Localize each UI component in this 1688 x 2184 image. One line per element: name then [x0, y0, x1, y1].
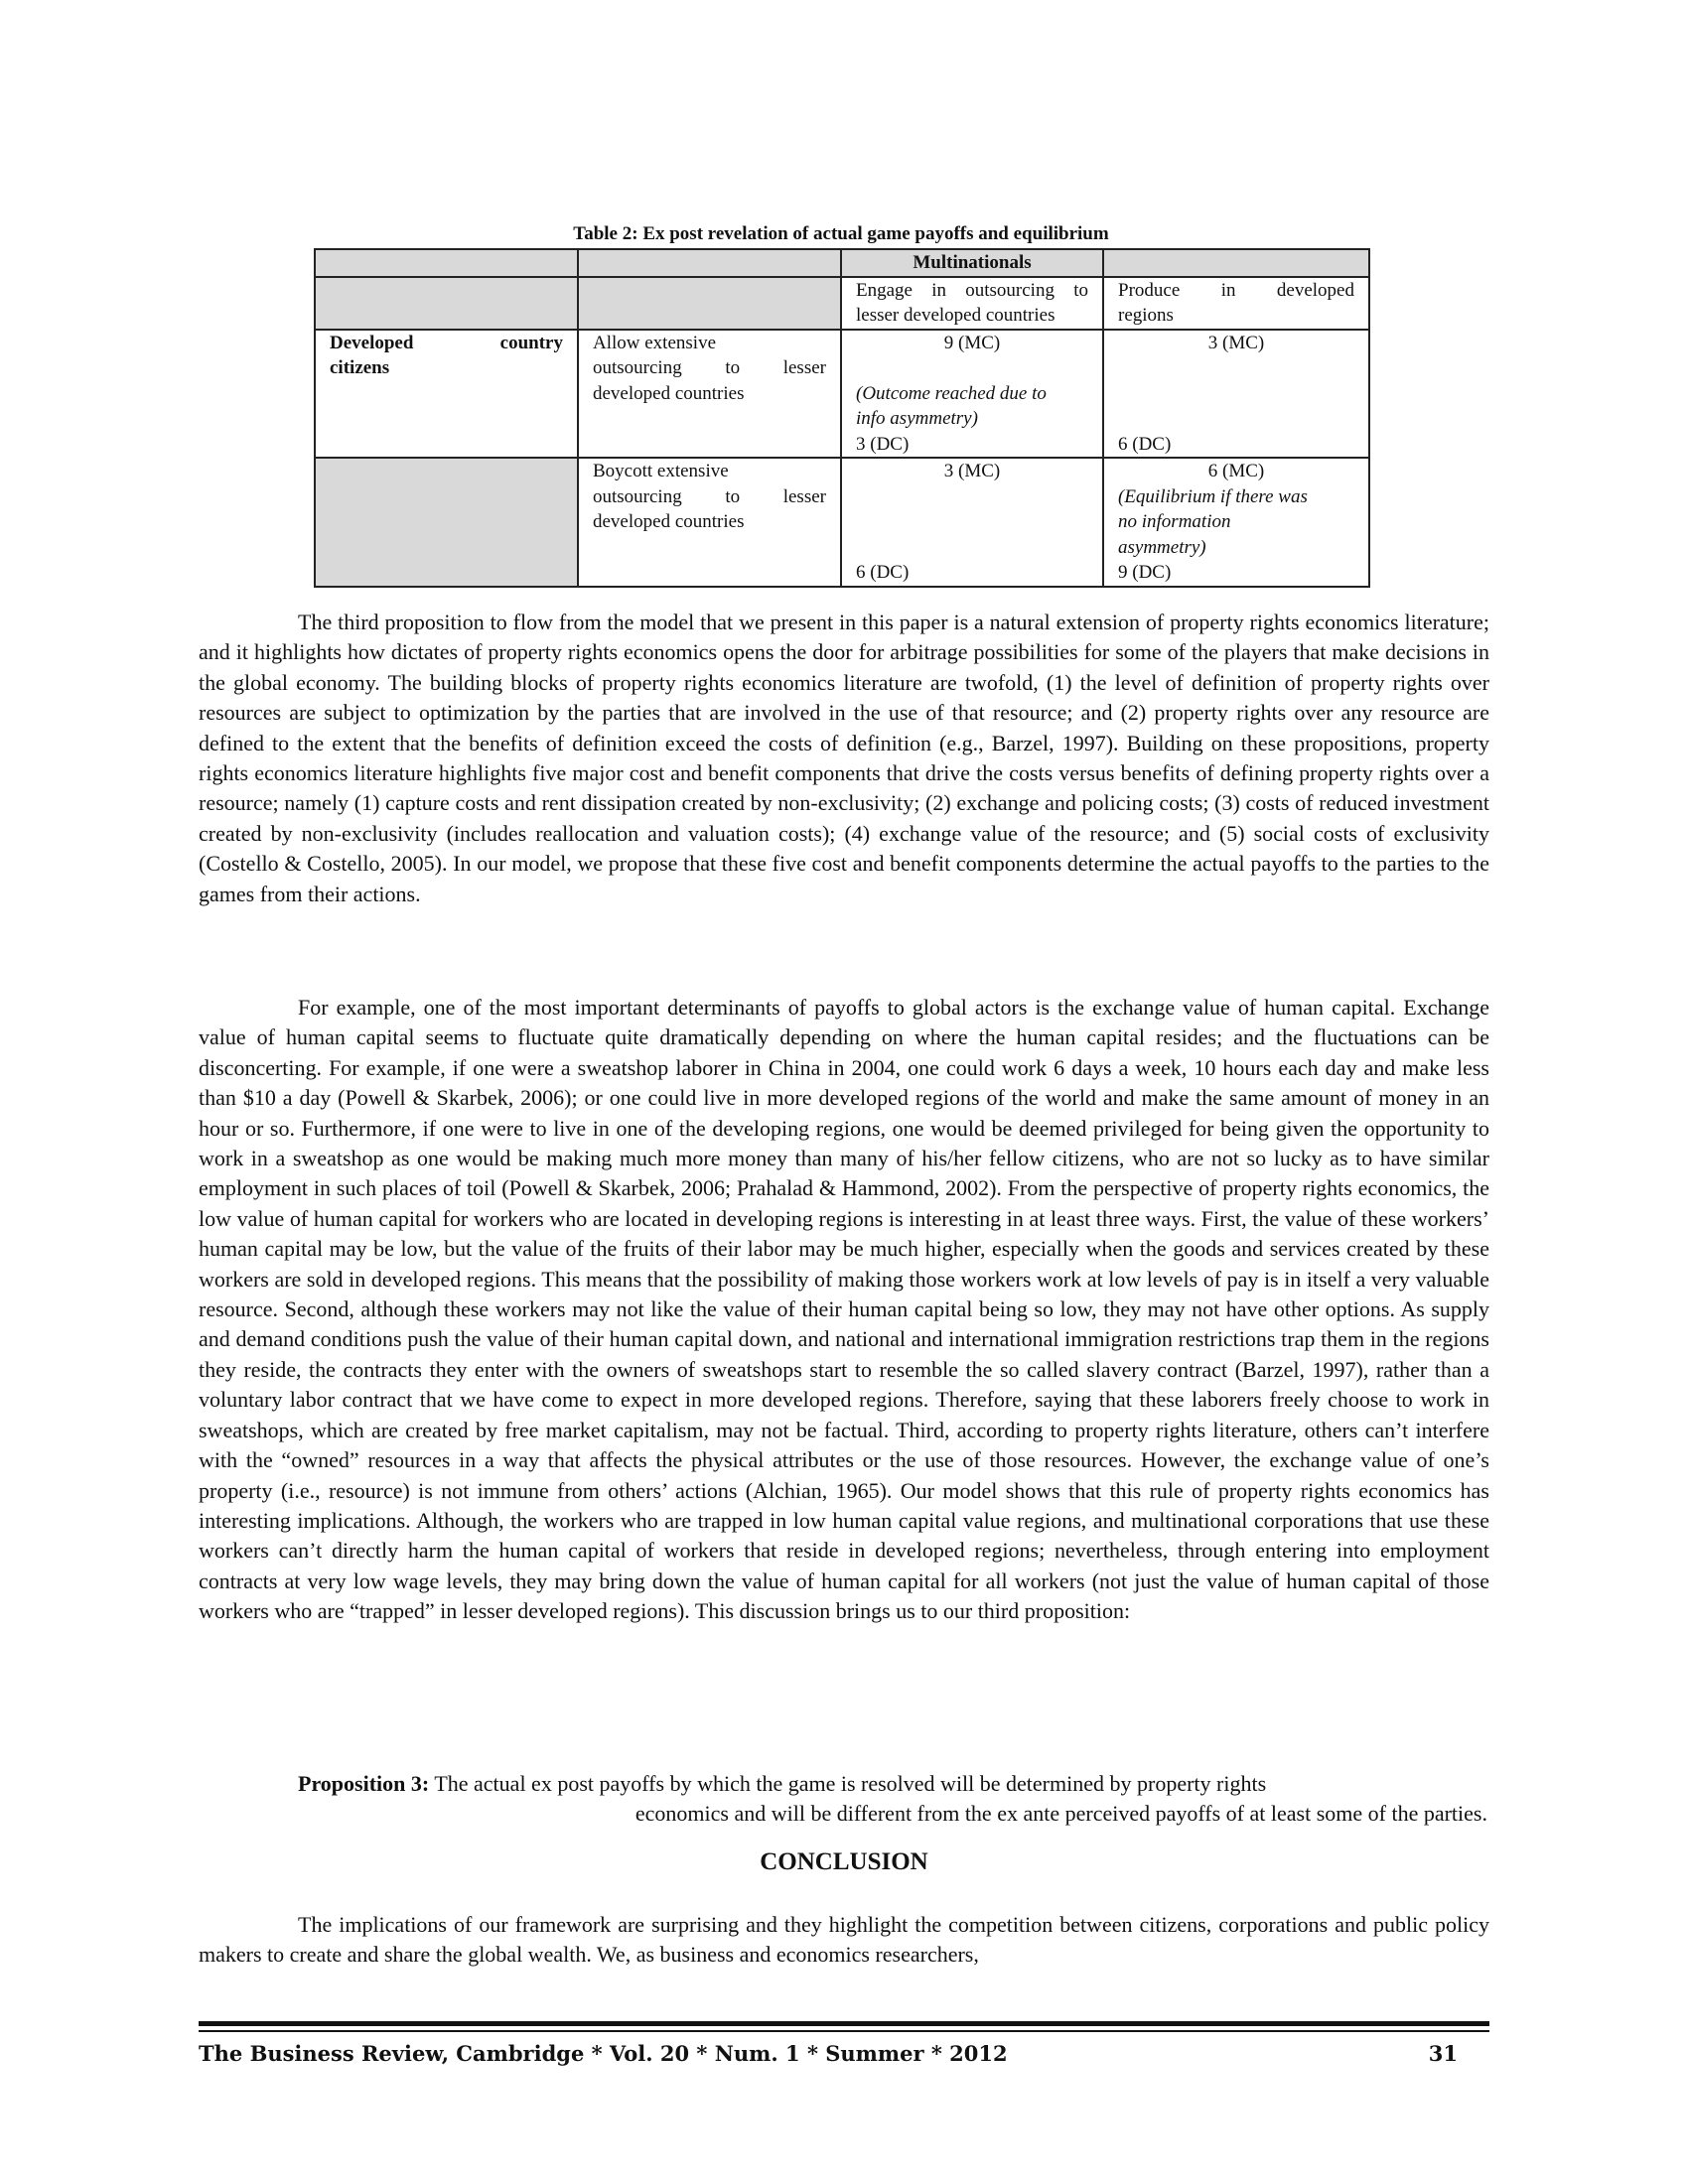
proposition-line-1	[298, 1769, 1487, 1799]
row-strategy-allow: Allow extensive outsourcing to lesser developed countries	[578, 330, 841, 459]
body-paragraph-3	[199, 1910, 1489, 1971]
proposition-label: Proposition 3:	[298, 1771, 430, 1796]
column-strategy-produce: Produce in developed regions	[1103, 277, 1369, 330]
payoff-cell-boycott-outsource: 3 (MC) 6 (DC)	[841, 458, 1103, 587]
payoff-cell-allow-outsource: 9 (MC) (Outcome reached due to info asymmetry) 3 (DC)	[841, 330, 1103, 459]
table-header-row	[315, 249, 1369, 277]
footer-journal-citation: The Business Review, Cambridge * Vol. 20 * Num. 1 * Summer * 2012	[199, 2041, 1008, 2066]
table-corner-cell	[315, 277, 578, 330]
page-number: 31	[1428, 2041, 1458, 2066]
paragraph-text: The third proposition to flow from the model that we present in this paper is a natural extension of property rights economics literature; and it highlights how dictates of property rights economics opens the door for arbitrage possibilities for some of the players that make decisions in the global economy. The building blocks of property rights economics literature are twofold, (1) the level of definition of property rights over resources are subject to optimization by the parties that are involved in the use of that resource; and (2) property rights over any resource are defined to the extent that the benefits of definition exceed the costs of definition (e.g., Barzel, 1997). Building on these propositions, property rights economics literature highlights five major cost and benefit components that drive the costs versus benefits of defining property rights over a resource; namely (1) capture costs and rent dissipation created by non-exclusivity; (2) exchange and policing costs; (3) costs of reduced investment created by non-exclusivity (includes reallocation and valuation costs); (4) exchange value of the resource; and (5) social costs of exclusivity (Costello & Costello, 2005). In our model, we propose that these five cost and benefit components determine the actual payoffs to the parties to the games from their actions.	[199, 610, 1489, 906]
section-heading-conclusion: CONCLUSION	[760, 1848, 928, 1875]
proposition-3	[298, 1769, 1487, 1830]
payoff-cell-boycott-produce: 6 (MC) (Equilibrium if there was no information asymmetry) 9 (DC)	[1103, 458, 1369, 587]
payoff-cell-allow-produce: 3 (MC) 6 (DC)	[1103, 330, 1369, 459]
column-strategy-outsource: Engage in outsourcing to lesser developed countries	[841, 277, 1103, 330]
proposition-line-2: economics and will be different from the ex ante perceived payoffs of at least some of the parties.	[634, 1801, 1487, 1827]
body-paragraph-2	[199, 993, 1489, 1627]
paragraph-text: For example, one of the most important determinants of payoffs to global actors is the exchange value of human capital. Exchange value of human capital seems to fluctuate quite dramatically depending on where the human capital resides; and the fluctuations can be disconcerting. For example, if one were a sweatshop laborer in China in 2004, one could work 6 days a week, 10 hours each day and make less than $10 a day (Powell & Skarbek, 2006); or one could live in more developed regions of the world and make the same amount of money in an hour or so. Furthermore, if one were to live in one of the developing regions, one would be deemed privileged for being given the opportunity to work in a sweatshop as one would be making much more money than many of his/her fellow citizens, who are not so lucky as to have similar employment in such places of toil (Powell & Skarbek, 2006; Prahalad & Hammond, 2002). From the perspective of property rights economics, the low value of human capital for workers who are located in developing regions is interesting in at least three ways. First, the value of these workers’ human capital may be low, but the value of the fruits of their labor may be much higher, especially when the goods and services created by these workers are sold in developed regions. This means that the possibility of making those workers work at low levels of pay is in itself a very valuable resource. Second, although these workers may not like the value of their human capital being so low, they may not have other options. As supply and demand conditions push the value of their human capital down, and national and international immigration restrictions trap them in the regions they reside, the contracts they enter with the owners of sweatshops start to resemble the so called slavery contract (Barzel, 1997), rather than a voluntary labor contract that we have come to expect in more developed regions. Therefore, saying that these laborers freely choose to work in sweatshops, which are created by free market capitalism, may not be factual. Third, according to property rights literature, others can’t interfere with the “owned” resources in a way that affects the physical attributes or the use of those resources. However, the exchange value of one’s property (i.e., resource) is not immune from others’ actions (Alchian, 1965). Our model shows that this rule of property rights economics has interesting implications. Although, the workers who are trapped in low human capital value regions, and multinational corporations that use these workers can’t directly harm the human capital of workers that reside in developed regions; nevertheless, through entering into employment contracts at very low wage levels, they may bring down the value of human capital for all workers (not just the value of human capital of those workers who are “trapped” in lesser developed regions). This discussion brings us to our third proposition:	[199, 995, 1489, 1624]
table-caption: Table 2: Ex post revelation of actual game payoffs and equilibrium	[573, 223, 1109, 244]
payoff-table	[314, 248, 1370, 588]
row-player-label: Developed country citizens	[315, 330, 578, 459]
proposition-text-1: The actual ex post payoffs by which the game is resolved will be determined by property rights	[434, 1771, 1267, 1796]
table-row-allow	[315, 330, 1369, 459]
table-strategy-row	[315, 277, 1369, 330]
row-strategy-boycott: Boycott extensive outsourcing to lesser developed countries	[578, 458, 841, 587]
table-corner-cell	[578, 277, 841, 330]
footer-rule-thick	[199, 2021, 1489, 2026]
column-player-header: Multinationals	[841, 249, 1103, 277]
paragraph-text: The implications of our framework are surprising and they highlight the competition between citizens, corporations and public policy makers to create and share the global wealth. We, as business and economics researchers,	[199, 1912, 1489, 1968]
table-row-boycott	[315, 458, 1369, 587]
body-paragraph-1	[199, 608, 1489, 909]
footer-rule-thin	[199, 2030, 1489, 2032]
table-corner-cell	[315, 249, 578, 277]
table-corner-cell	[1103, 249, 1369, 277]
table-corner-cell	[315, 458, 578, 587]
table-corner-cell	[578, 249, 841, 277]
